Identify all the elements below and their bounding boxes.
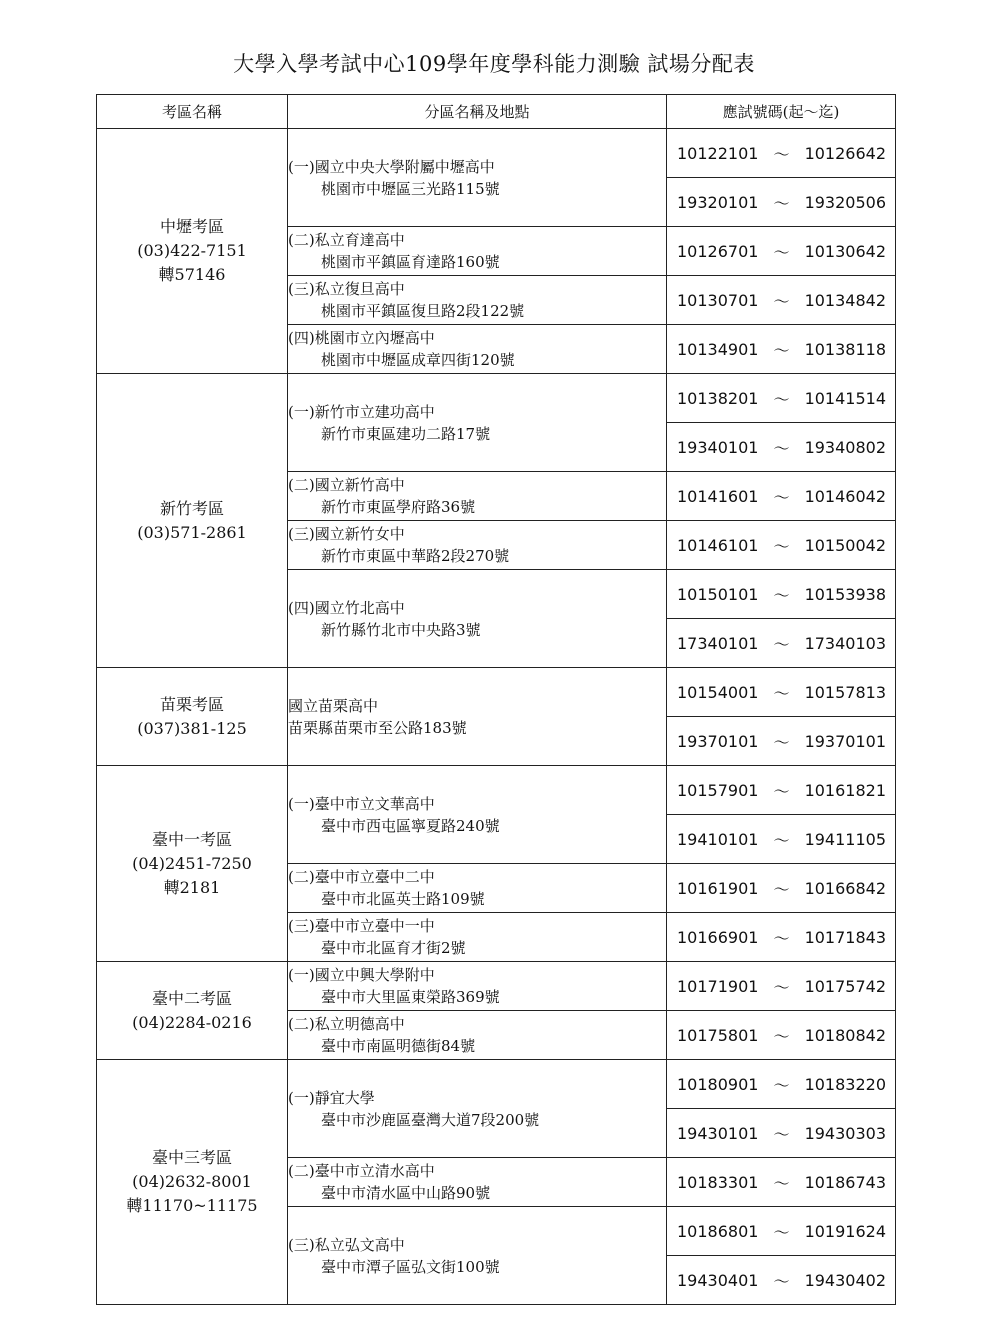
range-start: 17340101 xyxy=(677,633,759,653)
site-address: 桃園市中壢區成章四街120號 xyxy=(321,351,515,369)
range-separator: ～ xyxy=(773,781,790,801)
range-cell xyxy=(667,913,896,962)
range-end: 10134842 xyxy=(804,290,886,310)
range-end: 17340103 xyxy=(804,633,886,653)
table-row xyxy=(97,962,896,1011)
range-start: 10186801 xyxy=(677,1221,759,1241)
range-separator: ～ xyxy=(773,1026,790,1046)
site-name: (三)私立弘文高中 xyxy=(288,1235,405,1254)
site-cell xyxy=(288,1011,667,1060)
district-cell xyxy=(97,668,288,766)
district-contact: (04)2632-8001 xyxy=(132,1172,252,1191)
range-cell xyxy=(667,815,896,864)
number-range xyxy=(667,926,895,949)
district-cell xyxy=(97,129,288,374)
range-end: 19320506 xyxy=(804,192,886,212)
range-start: 10175801 xyxy=(677,1025,759,1045)
site-name: (一)臺中市立文華高中 xyxy=(288,794,435,813)
range-separator: ～ xyxy=(773,1222,790,1242)
site-cell xyxy=(288,1060,667,1158)
district-name: 苗栗考區 xyxy=(159,694,224,714)
range-end: 10138118 xyxy=(804,339,886,359)
number-range xyxy=(667,240,895,263)
district-contact: (03)422-7151 xyxy=(137,241,247,260)
range-separator: ～ xyxy=(773,634,790,654)
site-address: 桃園市平鎮區育達路160號 xyxy=(321,253,500,271)
site-address: 臺中市西屯區寧夏路240號 xyxy=(321,816,500,835)
number-range xyxy=(667,1220,895,1243)
site-name: (四)國立竹北高中 xyxy=(288,598,405,617)
number-range xyxy=(667,289,895,312)
range-separator: ～ xyxy=(773,438,790,458)
site-name: (一)靜宜大學 xyxy=(288,1088,375,1107)
range-separator: ～ xyxy=(773,1124,790,1144)
range-separator: ～ xyxy=(773,1173,790,1193)
page-title: 大學入學考試中心109學年度學科能力測驗 試場分配表 xyxy=(233,52,755,76)
range-end: 10153938 xyxy=(804,584,886,604)
district-cell xyxy=(97,962,288,1060)
site-cell xyxy=(288,766,667,864)
site-name: (三)國立新竹女中 xyxy=(288,525,405,543)
range-start: 10138201 xyxy=(677,388,759,408)
range-cell xyxy=(667,325,896,374)
site-cell xyxy=(288,472,667,521)
site-name: (二)私立明德高中 xyxy=(288,1015,405,1033)
range-separator: ～ xyxy=(773,291,790,311)
range-start: 19410101 xyxy=(677,829,759,849)
site-address: 新竹市東區建功二路17號 xyxy=(321,424,491,443)
range-start: 10154001 xyxy=(677,682,759,702)
range-end: 10186743 xyxy=(804,1172,886,1192)
range-cell xyxy=(667,619,896,668)
number-range xyxy=(667,1171,895,1194)
number-range xyxy=(667,975,895,998)
range-separator: ～ xyxy=(773,1075,790,1095)
range-end: 19411105 xyxy=(804,829,886,849)
range-cell xyxy=(667,766,896,815)
district-contact: (04)2451-7250 xyxy=(132,853,252,873)
number-range xyxy=(667,1073,895,1096)
number-range xyxy=(667,338,895,361)
range-cell xyxy=(667,472,896,521)
table-row xyxy=(97,766,896,815)
range-cell xyxy=(667,570,896,619)
range-separator: ～ xyxy=(773,1271,790,1291)
site-cell xyxy=(288,227,667,276)
range-end: 10191624 xyxy=(804,1221,886,1241)
range-separator: ～ xyxy=(773,585,790,605)
number-range xyxy=(667,877,895,900)
number-range xyxy=(667,1122,895,1145)
district-name: 中壢考區 xyxy=(159,217,224,236)
site-address: 新竹縣竹北市中央路3號 xyxy=(321,620,481,639)
district-name: 臺中三考區 xyxy=(151,1148,232,1167)
district-name: 臺中二考區 xyxy=(151,988,232,1008)
range-cell xyxy=(667,668,896,717)
site-cell xyxy=(288,325,667,374)
range-start: 10171901 xyxy=(677,976,759,996)
site-cell xyxy=(288,374,667,472)
range-cell xyxy=(667,1109,896,1158)
site-name: (三)私立復旦高中 xyxy=(288,280,405,298)
range-start: 10180901 xyxy=(677,1074,759,1094)
range-separator: ～ xyxy=(773,389,790,409)
district-contact: (03)571-2861 xyxy=(137,522,247,542)
site-name: (二)國立新竹高中 xyxy=(288,476,405,494)
range-separator: ～ xyxy=(773,144,790,164)
range-separator: ～ xyxy=(773,340,790,360)
site-cell xyxy=(288,276,667,325)
number-range xyxy=(667,632,895,655)
site-cell xyxy=(288,570,667,668)
site-name: (一)新竹市立建功高中 xyxy=(288,402,435,421)
number-range xyxy=(667,1269,895,1292)
table-row xyxy=(97,374,896,423)
site-cell xyxy=(288,913,667,962)
header-site: 分區名稱及地點 xyxy=(288,95,667,129)
range-separator: ～ xyxy=(773,977,790,997)
exam-site-table xyxy=(96,94,896,1305)
range-end: 10183220 xyxy=(804,1074,886,1094)
range-end: 19340802 xyxy=(804,437,886,457)
site-address: 臺中市南區明德街84號 xyxy=(321,1037,476,1055)
range-cell xyxy=(667,864,896,913)
site-address: 臺中市清水區中山路90號 xyxy=(321,1184,491,1202)
header-range: 應試號碼(起～迄) xyxy=(667,95,896,129)
range-end: 10146042 xyxy=(804,486,886,506)
site-address: 苗栗縣苗栗市至公路183號 xyxy=(288,718,467,737)
range-start: 10126701 xyxy=(677,241,759,261)
site-cell xyxy=(288,864,667,913)
number-range xyxy=(667,436,895,459)
district-contact: (04)2284-0216 xyxy=(132,1012,252,1032)
table-row xyxy=(97,1060,896,1109)
range-cell xyxy=(667,227,896,276)
range-cell xyxy=(667,1158,896,1207)
site-name: (一)國立中央大學附屬中壢高中 xyxy=(288,157,495,176)
number-range xyxy=(667,681,895,704)
range-end: 10161821 xyxy=(804,780,886,800)
range-separator: ～ xyxy=(773,732,790,752)
site-address: 臺中市沙鹿區臺灣大道7段200號 xyxy=(321,1110,540,1129)
range-separator: ～ xyxy=(773,879,790,899)
range-cell xyxy=(667,1207,896,1256)
range-start: 10183301 xyxy=(677,1172,759,1192)
range-cell xyxy=(667,717,896,766)
range-separator: ～ xyxy=(773,193,790,213)
range-cell xyxy=(667,1256,896,1305)
number-range xyxy=(667,1024,895,1047)
site-address: 新竹市東區中華路2段270號 xyxy=(321,547,510,565)
range-end: 10166842 xyxy=(804,878,886,898)
range-cell xyxy=(667,1011,896,1060)
range-separator: ～ xyxy=(773,683,790,703)
range-start: 19430401 xyxy=(677,1270,759,1290)
range-end: 10171843 xyxy=(804,927,886,947)
range-start: 10161901 xyxy=(677,878,759,898)
range-end: 10141514 xyxy=(804,388,886,408)
range-start: 19370101 xyxy=(677,731,759,751)
range-separator: ～ xyxy=(773,487,790,507)
header-district: 考區名稱 xyxy=(97,95,288,129)
site-cell xyxy=(288,1158,667,1207)
site-name: 國立苗栗高中 xyxy=(288,696,379,715)
site-cell xyxy=(288,962,667,1011)
district-contact: 轉57146 xyxy=(158,265,226,284)
range-start: 19340101 xyxy=(677,437,759,457)
number-range xyxy=(667,730,895,753)
range-end: 10180842 xyxy=(804,1025,886,1045)
range-cell xyxy=(667,178,896,227)
district-contact: (037)381-125 xyxy=(137,718,247,738)
range-separator: ～ xyxy=(773,830,790,850)
number-range xyxy=(667,485,895,508)
range-start: 10122101 xyxy=(677,143,759,163)
range-cell xyxy=(667,962,896,1011)
site-name: (二)臺中市立臺中二中 xyxy=(288,868,435,886)
district-cell xyxy=(97,766,288,962)
number-range xyxy=(667,387,895,410)
site-address: 臺中市大里區東榮路369號 xyxy=(321,988,500,1006)
range-separator: ～ xyxy=(773,536,790,556)
range-start: 10130701 xyxy=(677,290,759,310)
range-cell xyxy=(667,1060,896,1109)
range-start: 10146101 xyxy=(677,535,759,555)
site-address: 桃園市中壢區三光路115號 xyxy=(321,179,500,198)
range-start: 19430101 xyxy=(677,1123,759,1143)
range-end: 10130642 xyxy=(804,241,886,261)
site-cell xyxy=(288,129,667,227)
site-address: 新竹市東區學府路36號 xyxy=(321,498,476,516)
site-address: 臺中市北區育才街2號 xyxy=(321,939,466,957)
number-range xyxy=(667,142,895,165)
district-contact: 轉11170~11175 xyxy=(126,1196,258,1215)
district-cell xyxy=(97,1060,288,1305)
number-range xyxy=(667,191,895,214)
site-name: (四)桃園市立內壢高中 xyxy=(288,329,435,347)
number-range xyxy=(667,534,895,557)
site-name: (一)國立中興大學附中 xyxy=(288,966,435,984)
site-cell xyxy=(288,1207,667,1305)
range-end: 19370101 xyxy=(804,731,886,751)
range-start: 10134901 xyxy=(677,339,759,359)
site-address: 臺中市潭子區弘文街100號 xyxy=(321,1257,500,1276)
number-range xyxy=(667,779,895,802)
range-start: 10166901 xyxy=(677,927,759,947)
range-separator: ～ xyxy=(773,928,790,948)
district-cell xyxy=(97,374,288,668)
range-end: 10150042 xyxy=(804,535,886,555)
range-start: 10150101 xyxy=(677,584,759,604)
site-cell xyxy=(288,521,667,570)
range-separator: ～ xyxy=(773,242,790,262)
site-name: (三)臺中市立臺中一中 xyxy=(288,917,435,935)
site-address: 臺中市北區英士路109號 xyxy=(321,890,485,908)
number-range xyxy=(667,828,895,851)
range-end: 10175742 xyxy=(804,976,886,996)
site-address: 桃園市平鎮區復旦路2段122號 xyxy=(321,302,525,320)
range-start: 10157901 xyxy=(677,780,759,800)
table-body xyxy=(97,129,896,1305)
range-end: 19430402 xyxy=(804,1270,886,1290)
number-range xyxy=(667,583,895,606)
range-cell xyxy=(667,129,896,178)
range-end: 10126642 xyxy=(804,143,886,163)
site-name: (二)臺中市立清水高中 xyxy=(288,1162,435,1180)
district-name: 新竹考區 xyxy=(159,498,224,518)
range-start: 10141601 xyxy=(677,486,759,506)
range-end: 10157813 xyxy=(804,682,886,702)
range-cell xyxy=(667,276,896,325)
range-cell xyxy=(667,423,896,472)
range-end: 19430303 xyxy=(804,1123,886,1143)
site-cell xyxy=(288,668,667,766)
range-cell xyxy=(667,374,896,423)
site-name: (二)私立育達高中 xyxy=(288,231,405,249)
district-name: 臺中一考區 xyxy=(151,829,232,849)
header-row xyxy=(97,95,896,129)
range-cell xyxy=(667,521,896,570)
table-row xyxy=(97,129,896,178)
range-start: 19320101 xyxy=(677,192,759,212)
table-row xyxy=(97,668,896,717)
district-contact: 轉2181 xyxy=(163,877,221,897)
